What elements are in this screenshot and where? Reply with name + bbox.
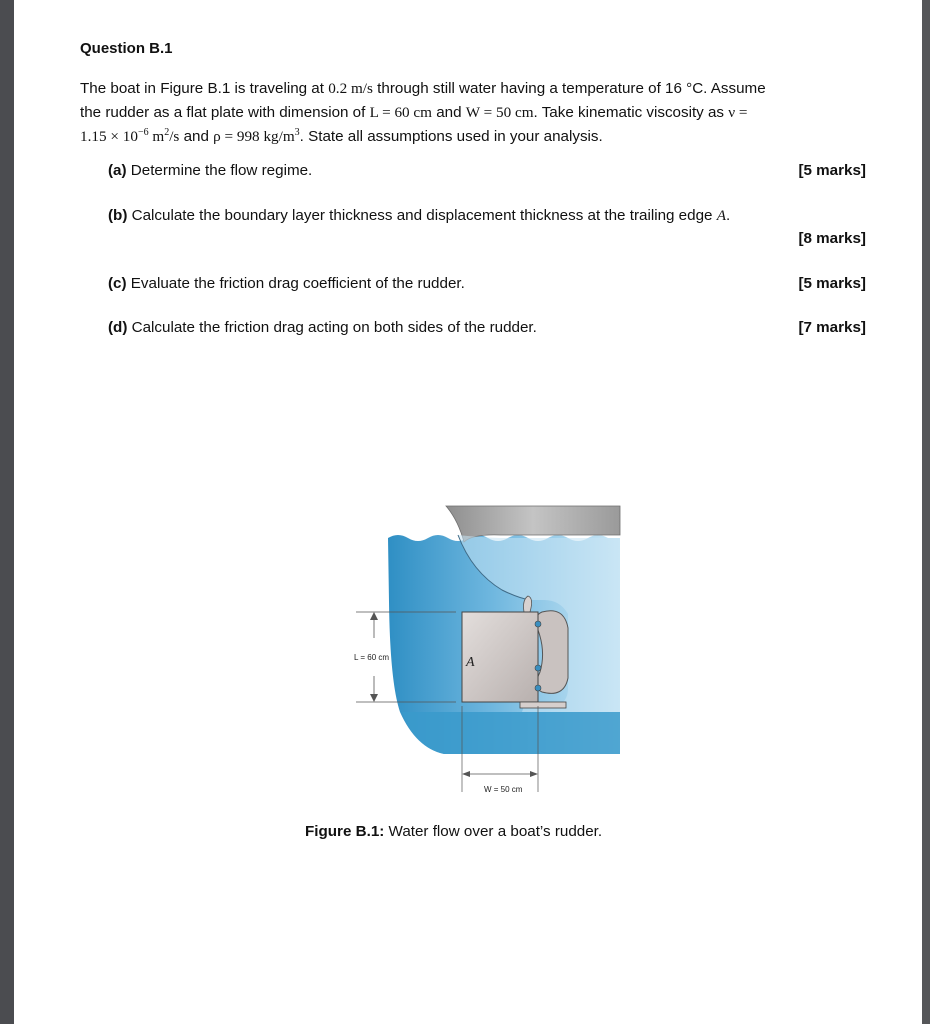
hinge-pin [535, 621, 541, 627]
part-c-marks: [5 marks] [798, 275, 866, 292]
part-a-marks: [5 marks] [798, 162, 866, 179]
skeg [520, 702, 566, 708]
part-d-marks: [7 marks] [798, 319, 866, 336]
intro-line-2: the rudder as a flat plate with dimension of L = 60 cm and W = 50 cm. Take kinematic viscosity as ν = [80, 104, 748, 121]
viewer-right-scrollbar[interactable] [922, 0, 930, 1024]
intro-line-3: $1.15 \times 10^{-6}$ $m^2/s$ and ρ = 998 $kg/m^3$. State all assumptions used in your analysis. [80, 126, 603, 145]
length-label: L = 60 cm [354, 653, 390, 662]
rudder-figure [332, 502, 632, 802]
width-label: W = 50 cm [484, 785, 523, 794]
water-deep-region [402, 712, 620, 754]
part-b-marks: [8 marks] [798, 230, 866, 247]
document-page [14, 0, 922, 1024]
trailing-edge-label: A [466, 655, 475, 670]
part-b: (b) Calculate the boundary layer thickness and displacement thickness at the trailing edge A. [108, 207, 731, 224]
part-c: (c) Evaluate the friction drag coefficient of the rudder. [108, 275, 465, 292]
figure-caption: Figure B.1: Water flow over a boat’s rudder. [305, 823, 603, 840]
hinge-pin [535, 685, 541, 691]
part-d: (d) Calculate the friction drag acting on both sides of the rudder. [108, 319, 537, 336]
part-a: (a) Determine the flow regime. [108, 162, 313, 179]
intro-line-1: The boat in Figure B.1 is traveling at 0.2 m/s through still water having a temperature of 16 °C. Assume [80, 80, 766, 97]
question-title: Question B.1 [80, 40, 173, 57]
question-intro [80, 77, 870, 149]
hinge-pin [535, 665, 541, 671]
viewer-left-edge [0, 0, 14, 1024]
